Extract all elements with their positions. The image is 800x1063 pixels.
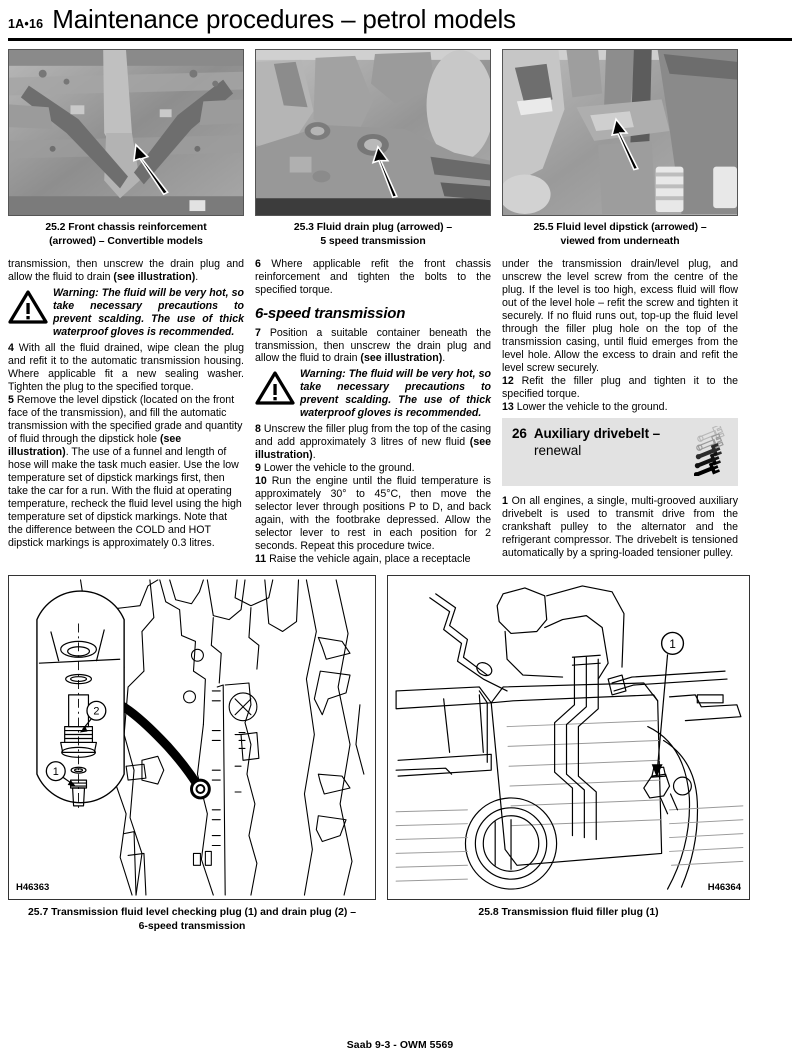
fluid-filler-plug-line-drawing [388,576,748,898]
svg-text:1: 1 [52,766,59,779]
svg-text:2: 2 [93,705,100,718]
step-12 [502,375,738,401]
step-number: 9 [255,462,261,475]
warning-block-1 [8,287,244,339]
step-text-part-1: Remove the level dipstick (located on the front face of the transmission), and fill the automatic transmission with the specified grade and quantity of fluid through the dipstick hole [8,393,243,445]
page-number: 1A•16 [8,17,44,31]
warning-text: Warning: The fluid will be very hot, so take necessary precautions to prevent scalding. The use of thick waterproof gloves is recommended. [53,287,244,339]
photo-caption-25-3 [255,221,491,248]
step-number: 8 [255,423,261,436]
photo-cell-25-2 [8,49,244,248]
paragraph-continuation: under the transmission drain/level plug, and unscrew the level screw from the centre of the plug. If the level is too high, excess fluid will flow out of the level hole – refit the screw and tighten it securely. If no fluid runs out, top-up the fluid level through the filler plug hole on the top of the transmission casing, until fluid emerges from the level hole. Allow the excess to drain and refit the level screw securely. [502,258,738,375]
step-5 [8,394,244,550]
underbody-photo-graphic [9,50,243,215]
step-number: 5 [8,393,14,406]
magnified-detail-inset [37,591,124,810]
see-illustration-ref: (see illustration) [113,271,196,284]
step-text-part-1: Position a suitable container beneath the transmission, then unscrew the drain plug and allow the fluid to drain [255,326,491,365]
photo-cell-25-5 [502,49,738,248]
illustration-caption-25-7 [8,906,376,934]
caption-line-1: 25.3 Fluid drain plug (arrowed) – [293,221,453,233]
drain-plug-photo-graphic [256,50,490,215]
column-3 [502,258,738,566]
step-text: Where applicable refit the front chassis reinforcement and tighten the bolts to the specified torque. [255,258,491,297]
body-columns [8,258,792,566]
warning-block-2 [255,368,491,420]
svg-text:1: 1 [669,636,676,651]
illustration-captions-row [8,900,792,934]
section-title-line [512,426,690,443]
caption-line-1: 25.8 Transmission fluid filler plug (1) [478,906,659,918]
caption-line-2: 6-speed transmission [138,921,246,933]
step-text: Lower the vehicle to the ground. [516,400,668,413]
step-number: 13 [502,400,514,413]
illustration-25-8 [387,575,750,900]
step-text: Raise the vehicle again, place a receptacle [269,553,471,566]
caption-line-1: 25.5 Fluid level dipstick (arrowed) – [533,221,707,233]
column-1 [8,258,244,566]
illustration-caption-25-8 [387,906,750,934]
pointer-sweep [120,705,197,785]
caption-line-2: 5 speed transmission [320,235,426,247]
step-text: Refit the filler plug and tighten it to the specified torque. [502,374,738,400]
caption-line-1: 25.2 Front chassis reinforcement [45,221,207,233]
warning-text: Warning: The fluid will be very hot, so take necessary precautions to prevent scalding. The use of thick waterproof gloves is recommended. [300,368,491,420]
step-text: Lower the vehicle to the ground. [263,462,415,475]
photo-25-2 [8,49,244,216]
step-number: 10 [255,475,267,488]
difficulty-rating-spanners-icon [694,426,728,476]
section-heading-text [512,426,690,460]
page-header [8,0,792,33]
step-text-part-1: Unscrew the filler plug from the top of the casing and add approximately 3 litres of new fluid [255,423,492,449]
step-6 [255,258,491,297]
step-number: 11 [255,553,267,566]
photo-25-3 [255,49,491,216]
warning-triangle-icon [255,368,295,405]
section-number: 26 [512,425,527,441]
paragraph-continuation [8,258,244,284]
step-number: 6 [255,258,261,271]
caption-line-2: viewed from underneath [560,235,680,247]
photo-cell-25-3 [255,49,491,248]
photo-25-5 [502,49,738,216]
dipstick-photo-graphic [503,50,737,215]
photo-row [8,49,792,248]
illustration-code: H46363 [16,881,50,893]
step-7 [255,327,491,366]
step-8 [255,423,491,462]
photo-caption-25-5 [502,221,738,248]
step-text: With all the fluid drained, wipe clean the plug and refit it to the automatic transmission housing. Where applicable fit a new sealing washer. Tighten the plug to the specified torque. [8,342,244,393]
step-text: On all engines, a single, multi-grooved auxiliary drivebelt is used to transmit drive from the crankshaft pulley to the alternator and the refrigerant compressor. The drivebelt is tensioned automatically by a spring-loaded tensioner pulley. [502,494,738,559]
subheading-6-speed-transmission: 6-speed transmission [255,305,406,323]
caption-line-1: 25.7 Transmission fluid level checking plug (1) and drain plug (2) – [28,906,356,918]
step-number: 12 [502,374,514,387]
page-title: Maintenance procedures – petrol models [52,4,516,34]
transmission-plugs-line-drawing [9,576,374,898]
step-11 [255,553,491,566]
step-number: 4 [8,342,14,355]
step-1-drivebelt [502,495,738,560]
step-number: 1 [502,494,508,507]
illustration-code: H46364 [707,881,741,893]
caption-line-2: (arrowed) – Convertible models [49,235,203,247]
see-illustration-ref: (see illustration) [360,352,443,365]
see-illustration-ref: (see illustration) [255,436,491,462]
section-heading-box-26 [502,418,738,486]
step-4 [8,342,244,394]
photo-caption-25-2 [8,221,244,248]
page-footer: Saab 9-3 - OWM 5569 [346,1040,454,1051]
continuation-text: transmission, then unscrew the drain plug and allow the fluid to drain [8,258,244,284]
see-illustration-ref: (see illustration) [8,432,182,458]
step-13 [502,401,738,414]
step-10 [255,475,491,553]
continuation-end: . [195,271,199,284]
step-9 [255,462,491,475]
step-text-part-2: . [442,352,446,365]
step-text-part-2: . [312,449,316,462]
step-text: Run the engine until the fluid temperature is approximately 30° to 45°C, then move the selector lever through positions P to D, and back again, with the footbrake depressed. Allow the selector lever to rest in each position for 2 seconds. Repeat this procedure twice. [255,475,491,553]
step-number: 7 [255,326,261,339]
section-subtitle: renewal [534,443,582,459]
illustration-25-7 [8,575,376,900]
section-title: Auxiliary drivebelt – [533,425,661,441]
step-text-part-2: . The use of a funnel and length of hose will make the task much easier. Use the low temperature set of dipstick markings first, then take the car for a run. With the fluid at operating temperature, recheck the fluid level using the high temperature set of dipstick markings. Note that the difference between the COLD and HOT dipstick markings is approximately 0.3 litres. [8,445,242,549]
header-rule [8,38,792,41]
illustration-row [8,575,792,900]
warning-triangle-icon [8,287,48,324]
column-2 [255,258,491,566]
